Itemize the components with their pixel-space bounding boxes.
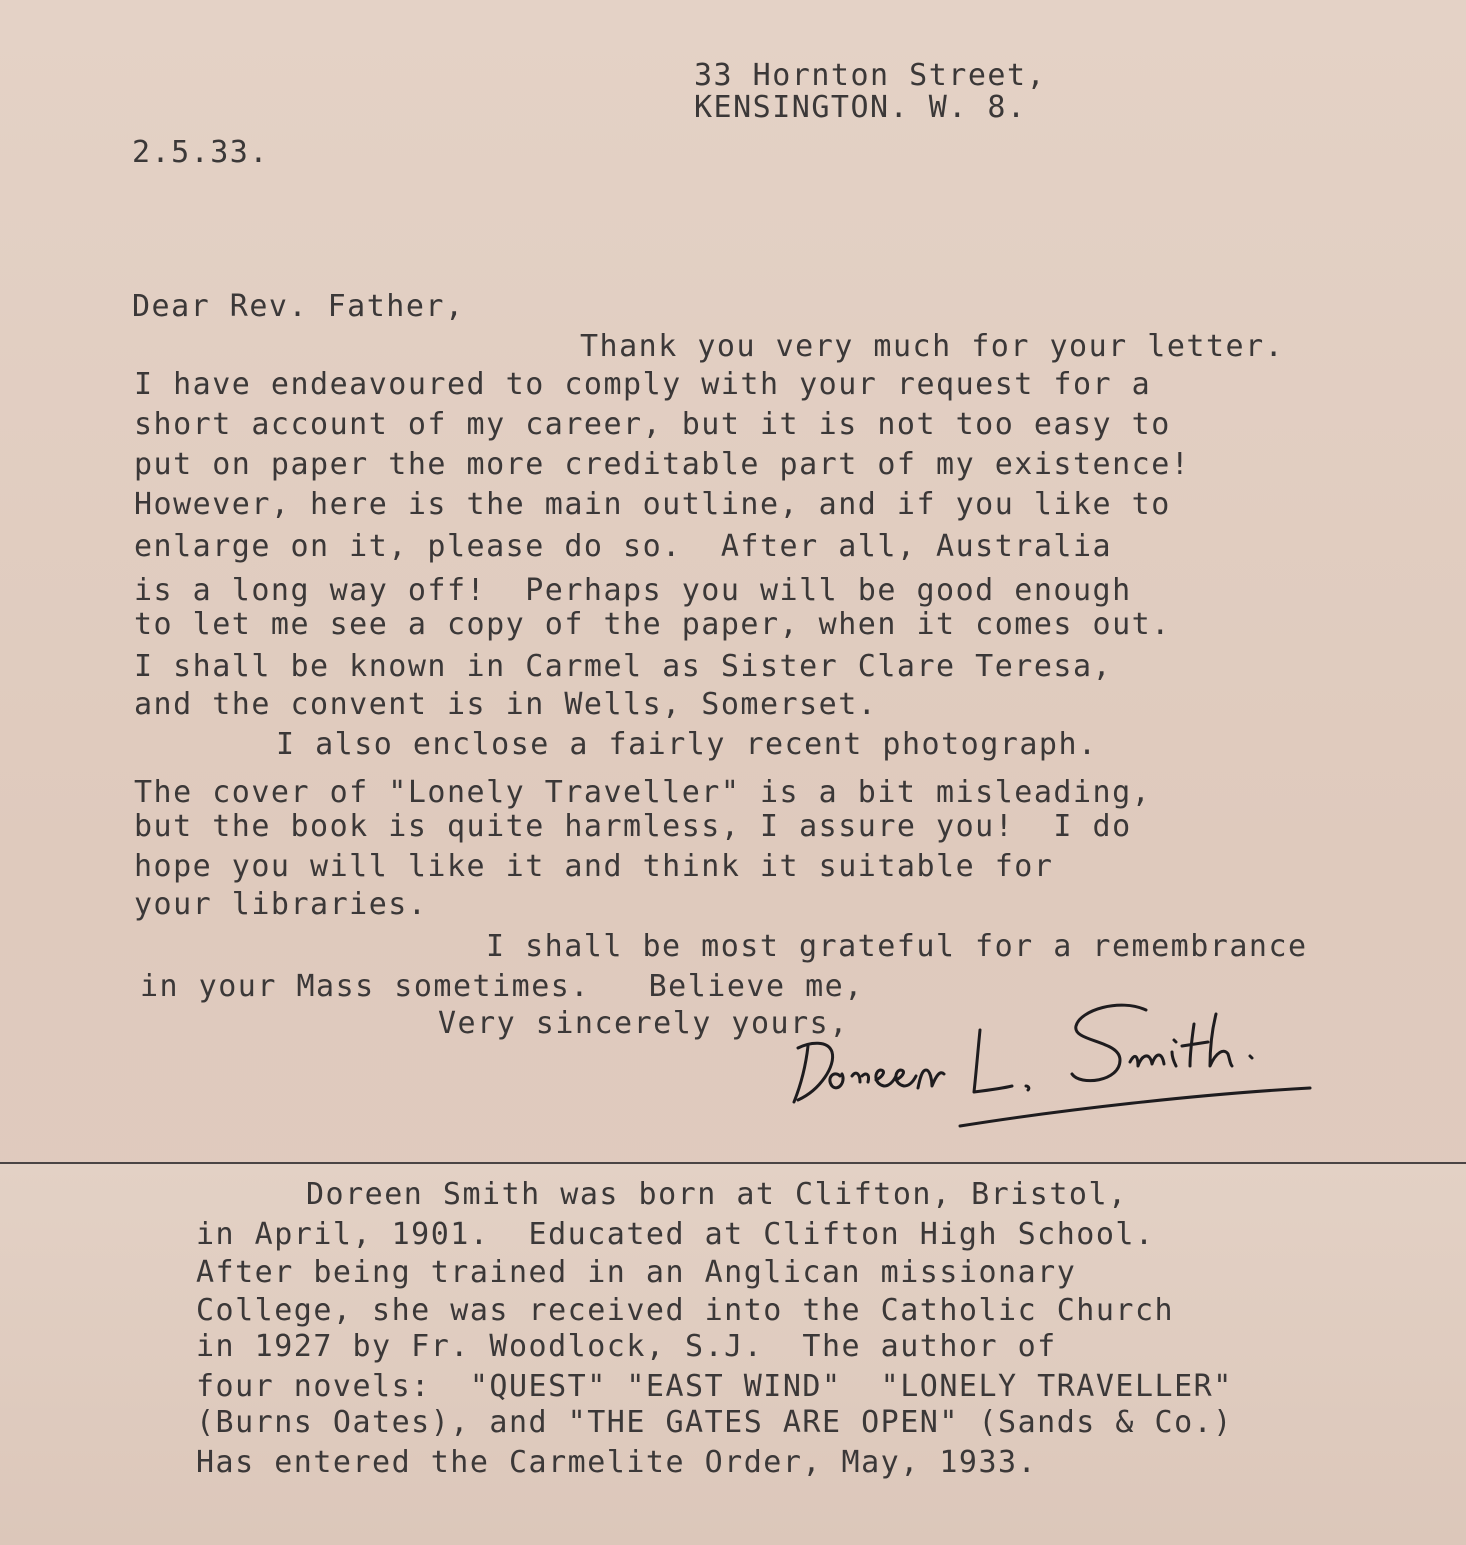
- body-line: I also enclose a fairly recent photograph.: [276, 727, 1098, 762]
- body-line: However, here is the main outline, and if you like to: [134, 487, 1171, 522]
- letter-date: 2.5.33.: [132, 135, 269, 170]
- body-line: to let me see a copy of the paper, when it comes out.: [134, 607, 1171, 642]
- body-line: Thank you very much for your letter.: [580, 329, 1285, 364]
- handwritten-signature: [780, 990, 1340, 1140]
- body-line: hope you will like it and think it suitable for: [134, 849, 1054, 884]
- body-line: and the convent is in Wells, Somerset.: [134, 687, 878, 722]
- body-line: enlarge on it, please do so. After all, Australia: [134, 529, 1113, 564]
- bio-line: After being trained in an Anglican missionary: [196, 1255, 1077, 1290]
- bio-line: in April, 1901. Educated at Clifton High School.: [196, 1217, 1155, 1252]
- address-line-1: 33 Hornton Street,: [694, 58, 1047, 93]
- address-line-2: KENSINGTON. W. 8.: [694, 90, 1027, 125]
- body-line: I shall be most grateful for a remembrance: [486, 929, 1308, 964]
- body-line: I have endeavoured to comply with your request for a: [134, 367, 1152, 402]
- bio-line: Doreen Smith was born at Clifton, Bristol,: [306, 1177, 1128, 1212]
- bio-line: Has entered the Carmelite Order, May, 1933.: [196, 1445, 1038, 1480]
- body-line: but the book is quite harmless, I assure you! I do: [134, 809, 1132, 844]
- body-line: I shall be known in Carmel as Sister Clare Teresa,: [134, 649, 1113, 684]
- body-line: The cover of "Lonely Traveller" is a bit misleading,: [134, 775, 1152, 810]
- body-line: your libraries.: [134, 887, 428, 922]
- bio-line: in 1927 by Fr. Woodlock, S.J. The author of: [196, 1329, 1057, 1364]
- body-line: is a long way off! Perhaps you will be good enough: [134, 573, 1132, 608]
- closing-line: Very sincerely yours,: [438, 1006, 849, 1041]
- body-line: short account of my career, but it is not too easy to: [134, 407, 1171, 442]
- sender-address: [694, 60, 1046, 124]
- bio-line: (Burns Oates), and "THE GATES ARE OPEN" (Sands & Co.): [196, 1405, 1233, 1440]
- bio-line: four novels: "QUEST" "EAST WIND" "LONELY TRAVELLER": [196, 1369, 1233, 1404]
- salutation: Dear Rev. Father,: [132, 289, 465, 324]
- body-line: put on paper the more creditable part of my existence!: [134, 447, 1191, 482]
- bio-line: College, she was received into the Catholic Church: [196, 1293, 1175, 1328]
- body-line: in your Mass sometimes. Believe me,: [140, 969, 864, 1004]
